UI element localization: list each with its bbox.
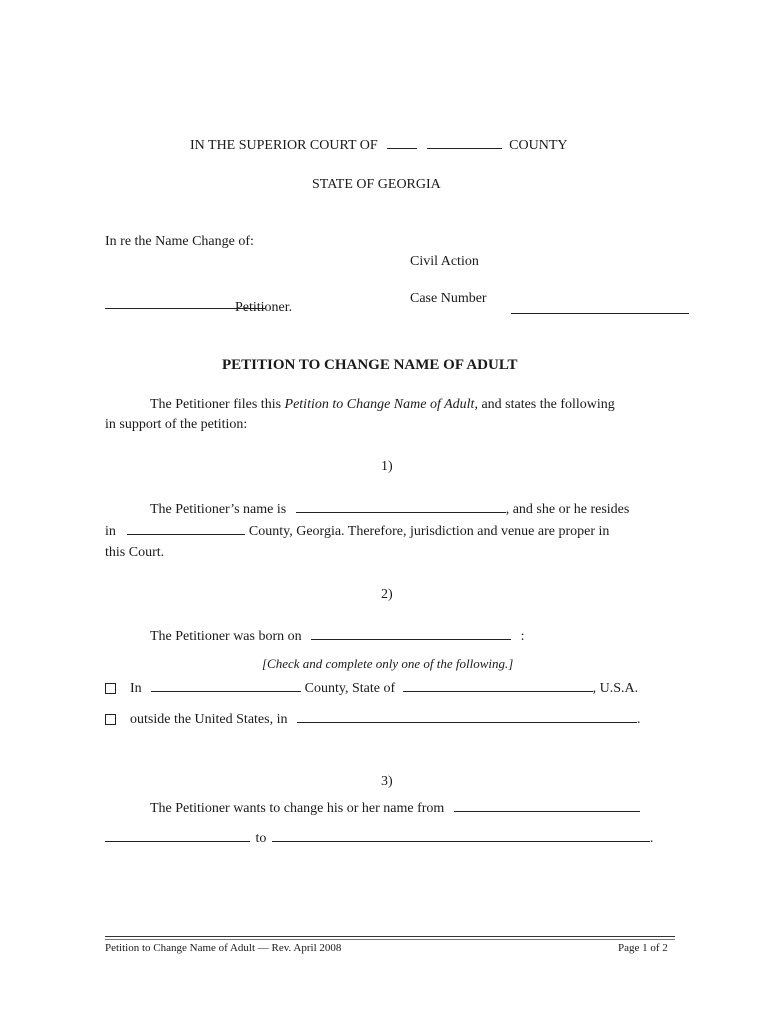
- name-change-line-2: to .: [105, 831, 653, 847]
- in-re-label: In re the Name Change of:: [105, 234, 254, 249]
- court-suffix: COUNTY: [509, 138, 568, 153]
- state-heading: STATE OF GEORGIA: [312, 177, 441, 192]
- section-1-line-3: this Court.: [105, 545, 165, 560]
- footer-doc-title: Petition to Change Name of Adult — Rev. April 2008: [105, 942, 342, 954]
- document-title: PETITION TO CHANGE NAME OF ADULT: [222, 357, 518, 373]
- county-blank-a[interactable]: [387, 147, 417, 149]
- foreign-birth-checkbox[interactable]: [105, 714, 116, 725]
- birth-date-field[interactable]: [311, 638, 511, 640]
- birthplace-option-foreign: outside the United States, in .: [105, 712, 640, 728]
- check-instruction: [Check and complete only one of the following.]: [262, 656, 514, 671]
- foreign-birthplace-field[interactable]: [297, 721, 637, 723]
- birth-date-line: The Petitioner was born on :: [150, 629, 525, 644]
- current-name-field[interactable]: [454, 810, 640, 812]
- footer-rule: [105, 936, 675, 937]
- new-name-field[interactable]: [272, 840, 650, 842]
- name-change-line-1: The Petitioner wants to change his or her name from: [150, 801, 640, 817]
- intro-line-2: in support of the petition:: [105, 417, 248, 432]
- current-name-continued-field[interactable]: [105, 840, 250, 842]
- section-2-number: 2): [381, 587, 393, 602]
- civil-action-label: Civil Action: [410, 254, 479, 269]
- birthplace-option-us: In County, State of , U.S.A.: [105, 681, 638, 697]
- birth-state-field[interactable]: [403, 690, 593, 692]
- section-1-number: 1): [381, 459, 393, 474]
- case-number-blank[interactable]: [511, 301, 689, 319]
- section-1-line-2: in County, Georgia. Therefore, jurisdiction and venue are proper in: [105, 524, 610, 539]
- us-birth-checkbox[interactable]: [105, 683, 116, 694]
- petitioner-name-field[interactable]: [296, 511, 506, 513]
- petitioner-label: Petitioner.: [235, 300, 293, 315]
- intro-doc-name: Petition to Change Name of Adult: [284, 397, 475, 412]
- residence-county-field[interactable]: [127, 533, 245, 535]
- case-number-label: Case Number: [410, 291, 487, 306]
- footer-rule-thin: [105, 939, 675, 940]
- county-blank-b[interactable]: [427, 147, 502, 149]
- intro-line-1: The Petitioner files this Petition to Change Name of Adult, and states the following: [150, 397, 615, 412]
- court-prefix: IN THE SUPERIOR COURT OF: [190, 138, 378, 153]
- footer-page-number: Page 1 of 2: [618, 942, 668, 954]
- section-1-line-1: The Petitioner’s name is , and she or he resides: [150, 502, 630, 517]
- birth-county-field[interactable]: [151, 690, 301, 692]
- section-3-number: 3): [381, 774, 393, 789]
- court-heading: [190, 138, 568, 154]
